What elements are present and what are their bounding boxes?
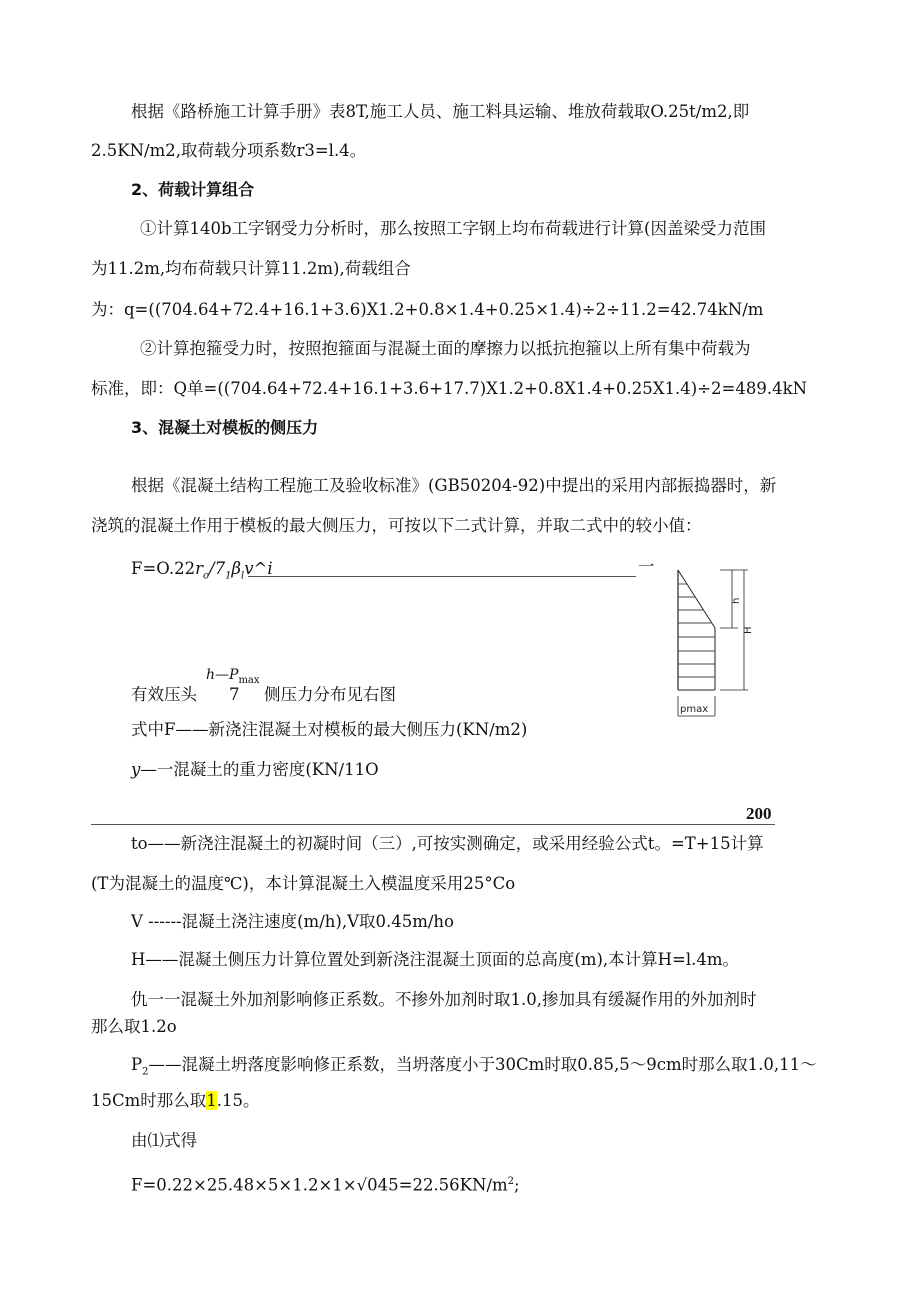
effective-head-denominator: 7 [229, 685, 240, 704]
definition-beta1: 仇一一混凝土外加剂影响修正系数。不掺外加剂时取1.0,掺加具有缓凝作用的外加剂时 [131, 990, 757, 1009]
paragraph-load-spec: 根据《路桥施工计算手册》表8T,施工人员、施工料具运输、堆放荷载取O.25t∕m2,即 [131, 102, 750, 121]
definition-t0: to——新浇注混凝土的初凝时间（三）,可按实测确定，或采用经验公式t。=T+15计算 [131, 834, 764, 853]
definition-t0-cont: (T为混凝土的温度℃)，本计算混凝土入模温度采用25°Co [91, 874, 516, 893]
paragraph-beam-calc: ①计算140b工字钢受力分析时，那么按照工字钢上均布荷载进行计算(因盖梁受力范围 [140, 219, 766, 238]
page-number: 200 [746, 804, 772, 823]
paragraph-standard: 根据《混凝土结构工程施工及验收标准》(GB50204-92)中提出的采用内部振捣器时，新 [131, 476, 777, 495]
formula-q: 为：q=((704.64+72.4+16.1+3.6)X1.2+0.8×1.4+0.25×1.4)÷2÷11.2=42.74kN∕m [91, 300, 764, 319]
paragraph-hoop-calc: ②计算抱箍受力时，按照抱箍面与混凝土面的摩擦力以抵抗抱箍以上所有集中荷载为 [140, 339, 751, 358]
h-label: h [731, 597, 742, 604]
effective-head-label: 有效压头 [131, 685, 197, 704]
definition-beta1-cont: 那么取1.2o [91, 1017, 177, 1036]
definition-V: V ------混凝土浇注速度(m∕h),V取0.45m∕ho [131, 912, 454, 931]
paragraph-load-spec-cont: 2.5KN∕m2,取荷载分项系数r3=l.4。 [91, 141, 367, 160]
pmax-label: pmax [680, 704, 709, 715]
formula-Q: 标准，即：Q单=((704.64+72.4+16.1+3.6+17.7)X1.2+0.8X1.4+0.25X1.4)÷2=489.4kN [91, 379, 808, 398]
H-label: H [743, 626, 754, 634]
definition-H: H——混凝土侧压力计算位置处到新浇注混凝土顶面的总高度(m),本计算H=l.4m。 [131, 950, 740, 969]
section-heading-2: 2、荷载计算组合 [131, 180, 255, 199]
formula-h-pmax: $h—P_{max}$ [206, 667, 260, 686]
pressure-distribution-note: 侧压力分布见右图 [264, 685, 396, 704]
pressure-hatch [678, 584, 715, 677]
definition-F: 式中F——新浇注混凝土对模板的最大侧压力(KN∕m2) [131, 720, 528, 739]
highlight-mark: 1 [206, 1091, 217, 1110]
paragraph-standard-cont: 浇筑的混凝土作用于模板的最大侧压力，可按以下二式计算，并取二式中的较小值： [91, 516, 702, 535]
formula-F-result: $F=0.22\times 25.48\times 5\times 1.2\times 1\times√045=22.56KN∕m^2$; [131, 1175, 520, 1195]
formula-tail: 一 [638, 557, 655, 576]
paragraph-beam-calc-cont: 为11.2m,均布荷载只计算11.2m),荷载组合 [91, 259, 411, 278]
side-pressure-diagram [670, 566, 760, 726]
pressure-slope [678, 570, 715, 628]
definition-beta2: $P_2——$混凝土坍落度影响修正系数，当坍落度小于30Cm时取0.85,5～9cm时那么取1.0,11～ [131, 1055, 817, 1078]
definition-gamma: y—一混凝土的重力密度(KN∕11O [131, 760, 379, 779]
derivation-intro: 由⑴式得 [131, 1131, 197, 1150]
formula-F1: $F=O.22r_o/7_1\beta_lv\^{}i$ [131, 559, 273, 582]
formula-leader-line [248, 576, 636, 577]
page-divider [91, 824, 775, 825]
section-heading-3: 3、混凝土对模板的侧压力 [131, 418, 319, 437]
definition-beta2-cont: 15Cm时那么取1.15。 [91, 1091, 260, 1110]
